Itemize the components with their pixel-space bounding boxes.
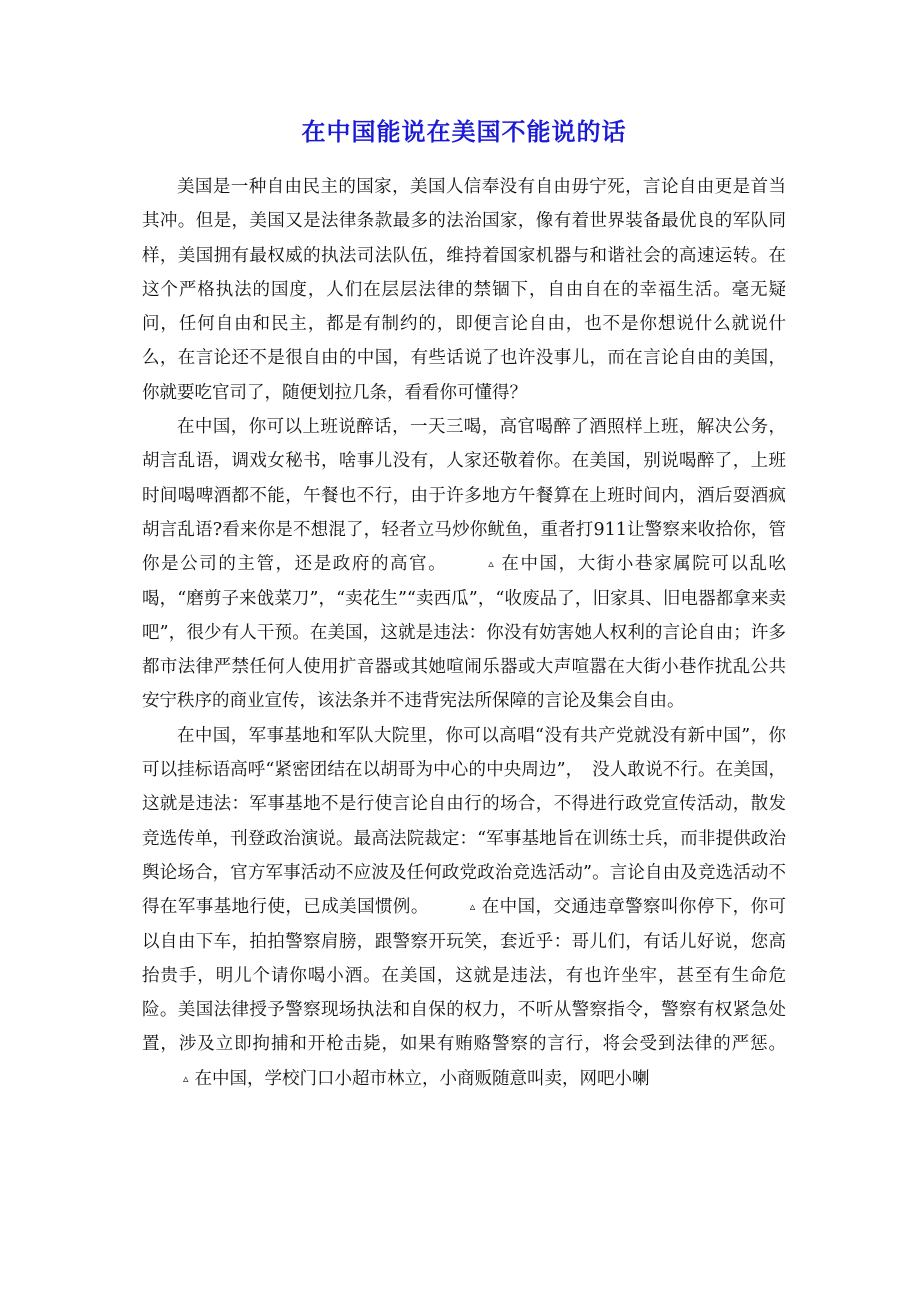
paragraph-text: 在中国，你可以上班说醉话，一天三喝，高官喝醉了酒照样上班，解决公务，胡言乱语，调戏女秘书，啥事儿没有，人家还敬着你。在美国，别说喝醉了，上班时间喝啤酒都不能，午餐也不行，由于许多地方午餐算在上班时间内，酒后耍酒疯胡言乱语?看来你是不想混了，轻者立马炒你鱿鱼，重者打911让警察来收拾你，管你是公司的主管，还是政府的高官。 — [142, 417, 786, 575]
paragraph-text: 在中国，学校门口小超市林立，小商贩随意叫卖，网吧小喇 — [194, 1068, 650, 1089]
document-page — [142, 112, 786, 1096]
paragraph-intro — [142, 170, 786, 410]
bullet-mark-icon: ▵ — [469, 900, 476, 914]
paragraph-drinking — [142, 410, 786, 719]
document-title: 在中国能说在美国不能说的话 — [301, 117, 627, 146]
bullet-mark-icon: ▵ — [183, 1071, 189, 1085]
paragraph-text: 在中国，交通违章警察叫你停下，你可以自由下车，拍拍警察肩膀，跟警察开玩笑，套近乎：哥儿们，有话儿好说，您高抬贵手，明儿个请你喝小酒。在美国，这就是违法，有也许坐牢，甚至有生命危险。美国法律授予警察现场执法和自保的权力，不听从警察指令，警察有权紧急处置，涉及立即拘捕和开枪击毙，如果有贿赂警察的言行，将会受到法律的严惩。 — [142, 897, 787, 1055]
bullet-mark-icon: ▵ — [488, 557, 494, 571]
paragraph-text: 在中国，大街小巷家属院可以乱吆喝，“磨剪子来戗菜刀”，“卖花生”“卖西瓜”，“收废品了，旧家具、旧电器都拿来卖吧”，很少有人干预。在美国，这就是违法：你没有妨害她人权利的言论自由；许多都市法律严禁任何人使用扩音器或其她喧闹乐器或大声喧嚣在大街小巷作扰乱公共安宁秩序的商业宣传，该法条并不违背宪法所保障的言论及集会自由。 — [142, 554, 787, 712]
paragraph-text: 美国是一种自由民主的国家，美国人信奉没有自由毋宁死，言论自由更是首当其冲。但是，美国又是法律条款最多的法治国家，像有着世界装备最优良的军队同样，美国拥有最权威的执法司法队伍，维持着国家机器与和谐社会的高速运转。在这个严格执法的国度，人们在层层法律的禁锢下，自由自在的幸福生活。毫无疑问，任何自由和民主，都是有制约的，即便言论自由，也不是你想说什么就说什么，在言论还不是很自由的中国，有些话说了也许没事儿，而在言论自由的美国，你就要吃官司了，随便划拉几条，看看你可懂得？ — [142, 177, 786, 403]
paragraph-text: 在中国，军事基地和军队大院里，你可以高唱“没有共产党就没有新中国”，你可以挂标语高呼“紧密团结在以胡哥为中心的中央周边”， 没人敢说不行。在美国，这就是违法：军事基地不是行使言论自由行的场合，不得进行政党宣传活动，散发竞选传单，刊登政治演说。最高法院裁定：“军事基地旨在训练士兵，而非提供政治舆论场合，官方军事活动不应波及任何政党政治竞选活动”。言论自由及竞选活动不得在军事基地行使，已成美国惯例。 — [142, 725, 786, 918]
paragraph-military — [142, 719, 786, 1096]
